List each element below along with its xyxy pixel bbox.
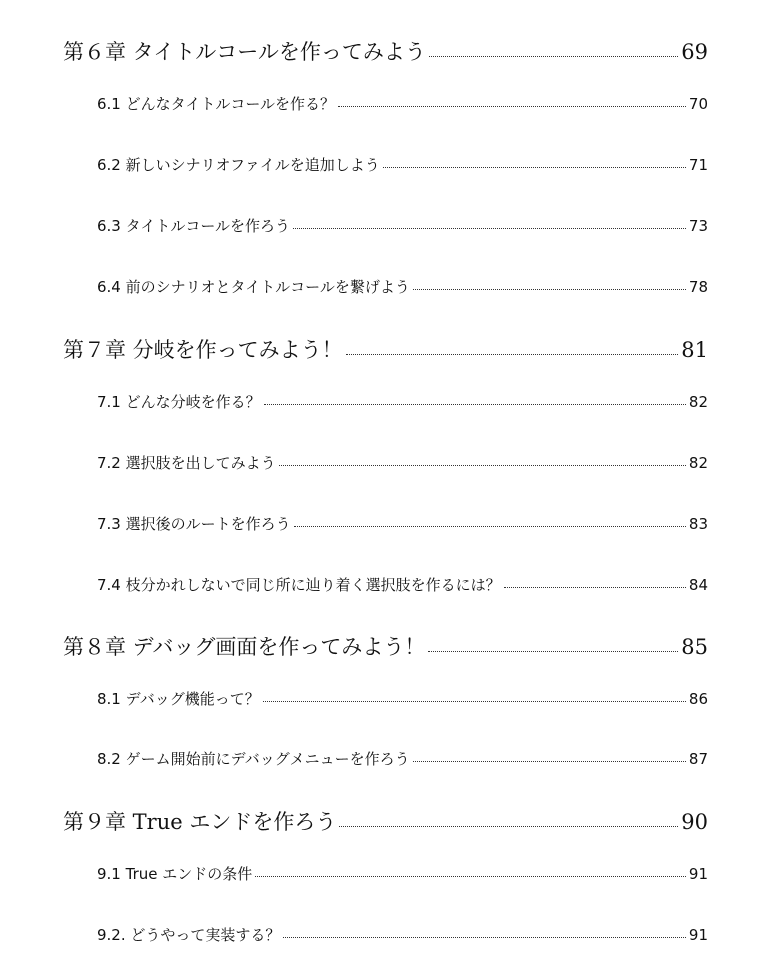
toc-section-6-3 <box>97 215 708 236</box>
dot-leader <box>339 826 678 827</box>
toc-page-number: 82 <box>688 454 708 472</box>
toc-entry-title: 8.1 デバッグ機能って？ <box>97 690 260 708</box>
toc-entry-title: 第８章 デバッグ画面を作ってみよう！ <box>63 635 426 659</box>
toc-entry-title: 7.3 選択後のルートを作ろう <box>97 515 291 533</box>
toc-entry-title: 6.2 新しいシナリオファイルを追加しよう <box>97 156 380 174</box>
toc-entry-title: 6.3 タイトルコールを作ろう <box>97 217 291 235</box>
toc-entry-title: 第６章 タイトルコールを作ってみよう <box>63 40 426 64</box>
toc-section-6-4 <box>97 276 708 297</box>
toc-section-7-1 <box>97 391 708 412</box>
toc-chapter-8 <box>63 631 708 661</box>
toc-chapter-7 <box>63 334 708 364</box>
toc-page-number: 84 <box>688 576 708 594</box>
toc-page-number: 91 <box>688 926 708 944</box>
dot-leader <box>504 587 686 588</box>
toc-chapter-9 <box>63 806 708 836</box>
toc-section-6-1 <box>97 93 708 114</box>
toc-page-number: 73 <box>688 217 708 235</box>
toc-page-number: 90 <box>681 810 708 834</box>
dot-leader <box>279 465 686 466</box>
dot-leader <box>346 354 679 355</box>
toc-chapter-6 <box>63 36 708 66</box>
toc-entry-title: 6.4 前のシナリオとタイトルコールを繋げよう <box>97 278 410 296</box>
dot-leader <box>413 761 686 762</box>
toc-page-number: 70 <box>688 95 708 113</box>
dot-leader <box>255 876 686 877</box>
dot-leader <box>293 228 686 229</box>
dot-leader <box>429 56 678 57</box>
toc-entry-title: 7.2 選択肢を出してみよう <box>97 454 276 472</box>
toc-entry-title: 8.2 ゲーム開始前にデバッグメニューを作ろう <box>97 750 410 768</box>
dot-leader <box>338 106 686 107</box>
toc-entry-title: 第７章 分岐を作ってみよう！ <box>63 338 343 362</box>
dot-leader <box>263 701 686 702</box>
toc-section-9-2 <box>97 924 708 945</box>
dot-leader <box>264 404 686 405</box>
toc-entry-title: 第９章 True エンドを作ろう <box>63 810 337 834</box>
toc-section-7-4 <box>97 574 708 595</box>
toc-entry-title: 7.1 どんな分岐を作る？ <box>97 393 261 411</box>
toc-page-number: 85 <box>681 635 708 659</box>
toc-page-number: 69 <box>681 40 708 64</box>
toc-entry-title: 9.1 True エンドの条件 <box>97 865 253 883</box>
toc-page-number: 71 <box>688 156 708 174</box>
toc-page-number: 82 <box>688 393 708 411</box>
toc-entry-title: 6.1 どんなタイトルコールを作る？ <box>97 95 336 113</box>
toc-page-number: 81 <box>681 338 708 362</box>
dot-leader <box>283 937 686 938</box>
dot-leader <box>383 167 686 168</box>
dot-leader <box>428 651 678 652</box>
toc-page-number: 86 <box>688 690 708 708</box>
toc-section-6-2 <box>97 154 708 175</box>
toc-page-number: 78 <box>688 278 708 296</box>
toc-entry-title: 9.2. どうやって実装する？ <box>97 926 281 944</box>
toc-page-number: 87 <box>688 750 708 768</box>
dot-leader <box>294 526 686 527</box>
toc-section-7-3 <box>97 513 708 534</box>
dot-leader <box>413 289 686 290</box>
toc-section-9-1 <box>97 863 708 884</box>
toc-section-8-1 <box>97 688 708 709</box>
toc-section-8-2 <box>97 748 708 769</box>
toc-section-7-2 <box>97 452 708 473</box>
toc-page-number: 83 <box>688 515 708 533</box>
toc-page-number: 91 <box>688 865 708 883</box>
toc-entry-title: 7.4 枝分かれしないで同じ所に辿り着く選択肢を作るには？ <box>97 576 501 594</box>
